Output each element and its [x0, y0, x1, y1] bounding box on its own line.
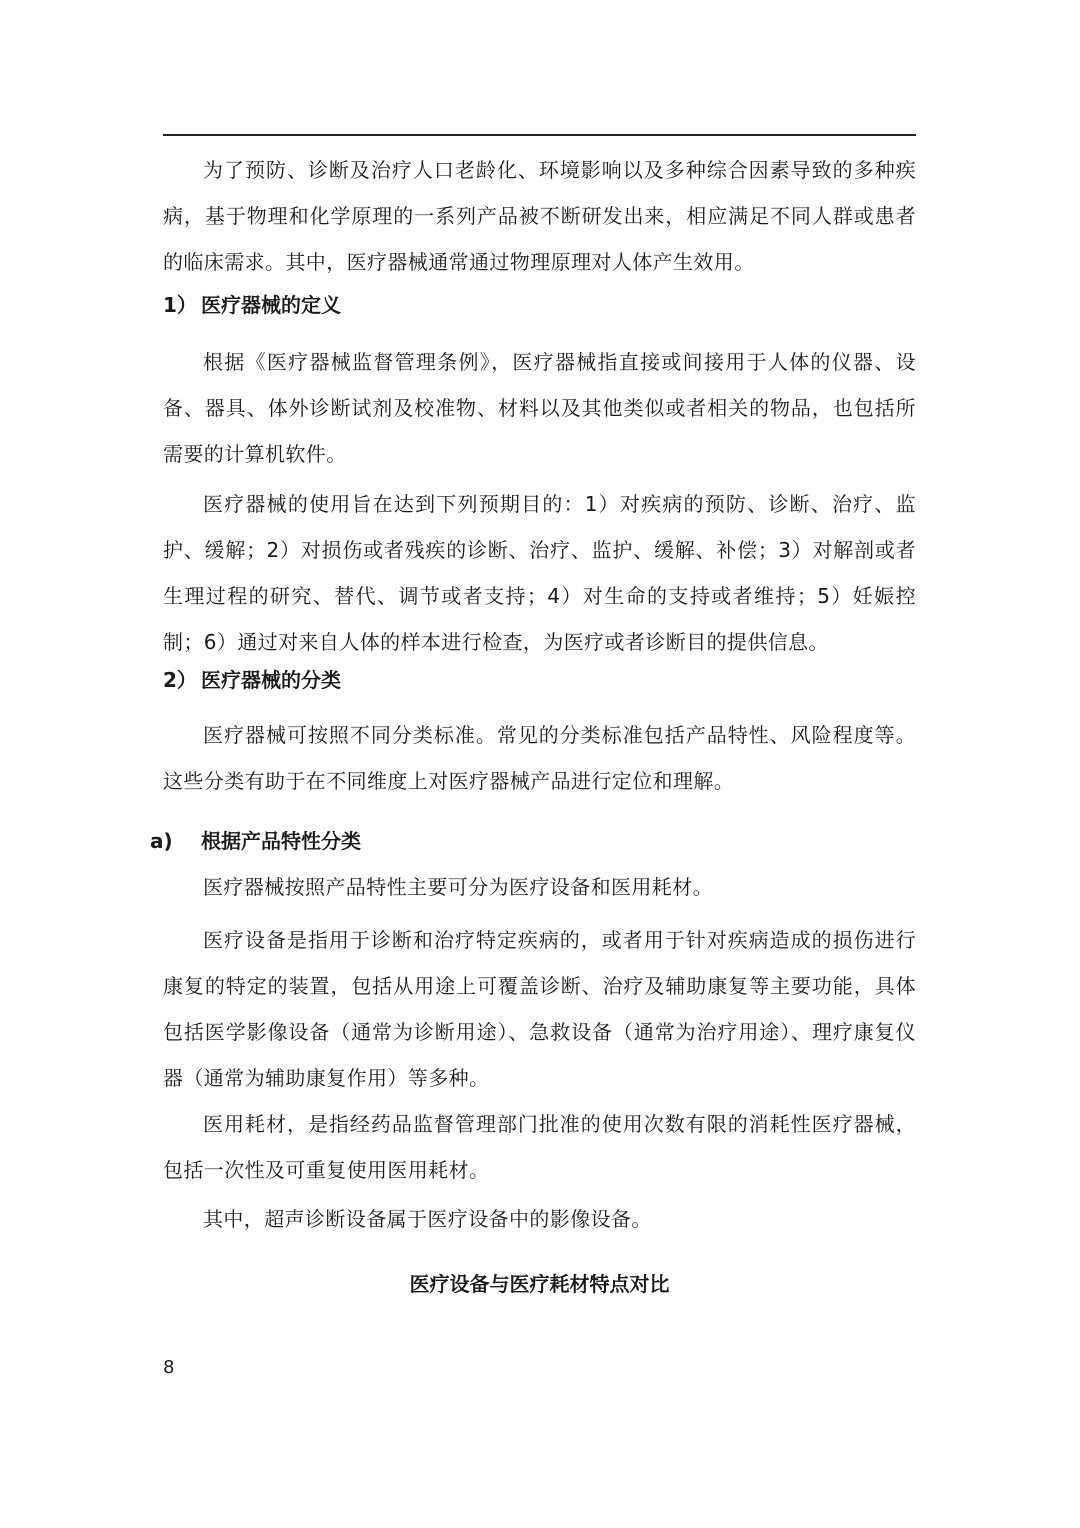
table-caption: 医疗设备与医疗耗材特点对比	[409, 1272, 670, 1296]
section-1-heading	[163, 290, 341, 320]
section-2-number: 2）	[163, 668, 197, 692]
section-2-paragraph-1: 医疗器械可按照不同分类标准。常见的分类标准包括产品特性、风险程度等。这些分类有助于在不同维度上对医疗器械产品进行定位和理解。	[163, 723, 916, 793]
subsection-a-heading	[150, 826, 361, 856]
subsection-a-number: a)	[150, 829, 173, 853]
subsection-a-paragraph-1: 医疗器械按照产品特性主要可分为医疗设备和医用耗材。	[203, 875, 713, 899]
subsection-a-title: 根据产品特性分类	[201, 829, 361, 853]
section-1-number: 1）	[163, 293, 197, 317]
section-1-title: 医疗器械的定义	[201, 293, 341, 317]
subsection-a-paragraph-4: 其中，超声诊断设备属于医疗设备中的影像设备。	[203, 1207, 652, 1231]
section-2-heading	[163, 665, 341, 695]
section-2-title: 医疗器械的分类	[201, 668, 341, 692]
section-1-paragraph-1: 根据《医疗器械监督管理条例》，医疗器械指直接或间接用于人体的仪器、设备、器具、体外诊断试剂及校准物、材料以及其他类似或者相关的物品，也包括所需要的计算机软件。	[163, 350, 916, 466]
intro-paragraph: 为了预防、诊断及治疗人口老龄化、环境影响以及多种综合因素导致的多种疾病，基于物理和化学原理的一系列产品被不断研发出来，相应满足不同人群或患者的临床需求。其中，医疗器械通常通过物理原理对人体产生效用。	[163, 158, 916, 274]
header-rule	[163, 134, 916, 136]
subsection-a-paragraph-3: 医用耗材，是指经药品监督管理部门批准的使用次数有限的消耗性医疗器械，包括一次性及可重复使用医用耗材。	[163, 1112, 916, 1182]
page-number: 8	[163, 1357, 175, 1378]
subsection-a-paragraph-2: 医疗设备是指用于诊断和治疗特定疾病的，或者用于针对疾病造成的损伤进行康复的特定的装置，包括从用途上可覆盖诊断、治疗及辅助康复等主要功能，具体包括医学影像设备（通常为诊断用途）、急救设备（通常为治疗用途）、理疗康复仪器（通常为辅助康复作用）等多种。	[163, 928, 916, 1090]
section-1-paragraph-2: 医疗器械的使用旨在达到下列预期目的：1）对疾病的预防、诊断、治疗、监护、缓解；2）对损伤或者残疾的诊断、治疗、监护、缓解、补偿；3）对解剖或者生理过程的研究、替代、调节或者支持；4）对生命的支持或者维持；5）妊娠控制；6）通过对来自人体的样本进行检查，为医疗或者诊断目的提供信息。	[163, 492, 916, 654]
